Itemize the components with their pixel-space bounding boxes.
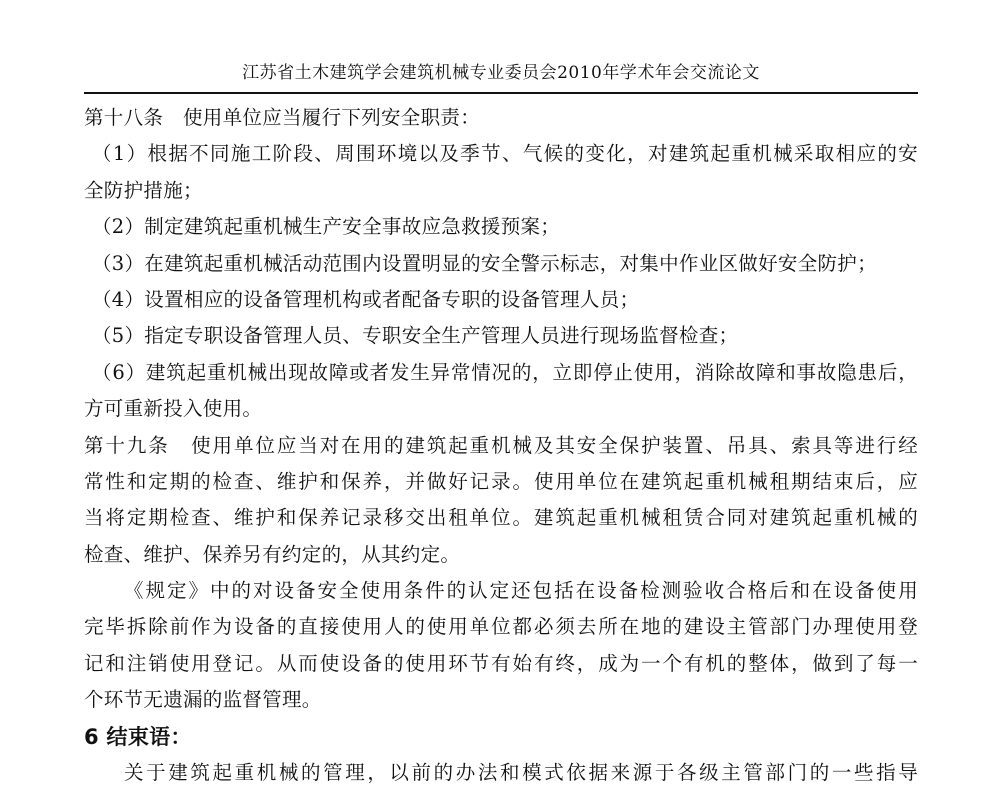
section-6-partial-line: 关于建筑起重机械的管理，以前的办法和模式依据来源于各级主管部门的一些指导 [124, 761, 918, 785]
paragraph-line-4: 个环节无遗漏的监督管理。 [84, 688, 322, 712]
paragraph-line-3: 记和注销使用登记。从而使设备的使用环节有始有终，成为一个有机的整体，做到了每一 [84, 651, 918, 675]
header-rule [84, 92, 918, 94]
article-18-item-1-line-2: 全防护措施； [84, 178, 203, 202]
article-19-line-2: 常性和定期的检查、维护和保养，并做好记录。使用单位在建筑起重机械租期结束后，应 [84, 469, 918, 493]
article-18-lead: 第十八条 使用单位应当履行下列安全职责： [84, 106, 481, 129]
article-19-line-1: 第十九条 使用单位应当对在用的建筑起重机械及其安全保护装置、吊具、索具等进行经 [84, 433, 918, 457]
article-19-line-4: 检查、维护、保养另有约定的，从其约定。 [84, 542, 461, 566]
section-6-heading: 6 结束语： [84, 724, 192, 749]
article-18-item-1-line-1: （1）根据不同施工阶段、周围环境以及季节、气候的变化，对建筑起重机械采取相应的安 [92, 142, 918, 166]
article-18-item-3: （3）在建筑起重机械活动范围内设置明显的安全警示标志，对集中作业区做好安全防护； [92, 251, 877, 275]
paragraph-line-1: 《规定》中的对设备安全使用条件的认定还包括在设备检测验收合格后和在设备使用 [124, 579, 918, 603]
article-18-item-6-line-1: （6）建筑起重机械出现故障或者发生异常情况的，立即停止使用，消除故障和事故隐患后， [92, 360, 918, 384]
article-18-item-2: （2）制定建筑起重机械生产安全事故应急救援预案； [92, 215, 561, 239]
article-18-item-5: （5）指定专职设备管理人员、专职安全生产管理人员进行现场监督检查； [92, 324, 739, 348]
article-19-line-3: 当将定期检查、维护和保养记录移交出租单位。建筑起重机械租赁合同对建筑起重机械的 [84, 506, 918, 530]
article-18-item-4: （4）设置相应的设备管理机构或者配备专职的设备管理人员； [92, 287, 640, 311]
paragraph-line-2: 完毕拆除前作为设备的直接使用人的使用单位都必须去所在地的建设主管部门办理使用登 [84, 615, 918, 639]
article-18-item-6-line-2: 方可重新投入使用。 [84, 397, 263, 421]
running-header: 江苏省土木建筑学会建筑机械专业委员会2010年学术年会交流论文 [242, 63, 760, 83]
document-body [84, 100, 918, 785]
